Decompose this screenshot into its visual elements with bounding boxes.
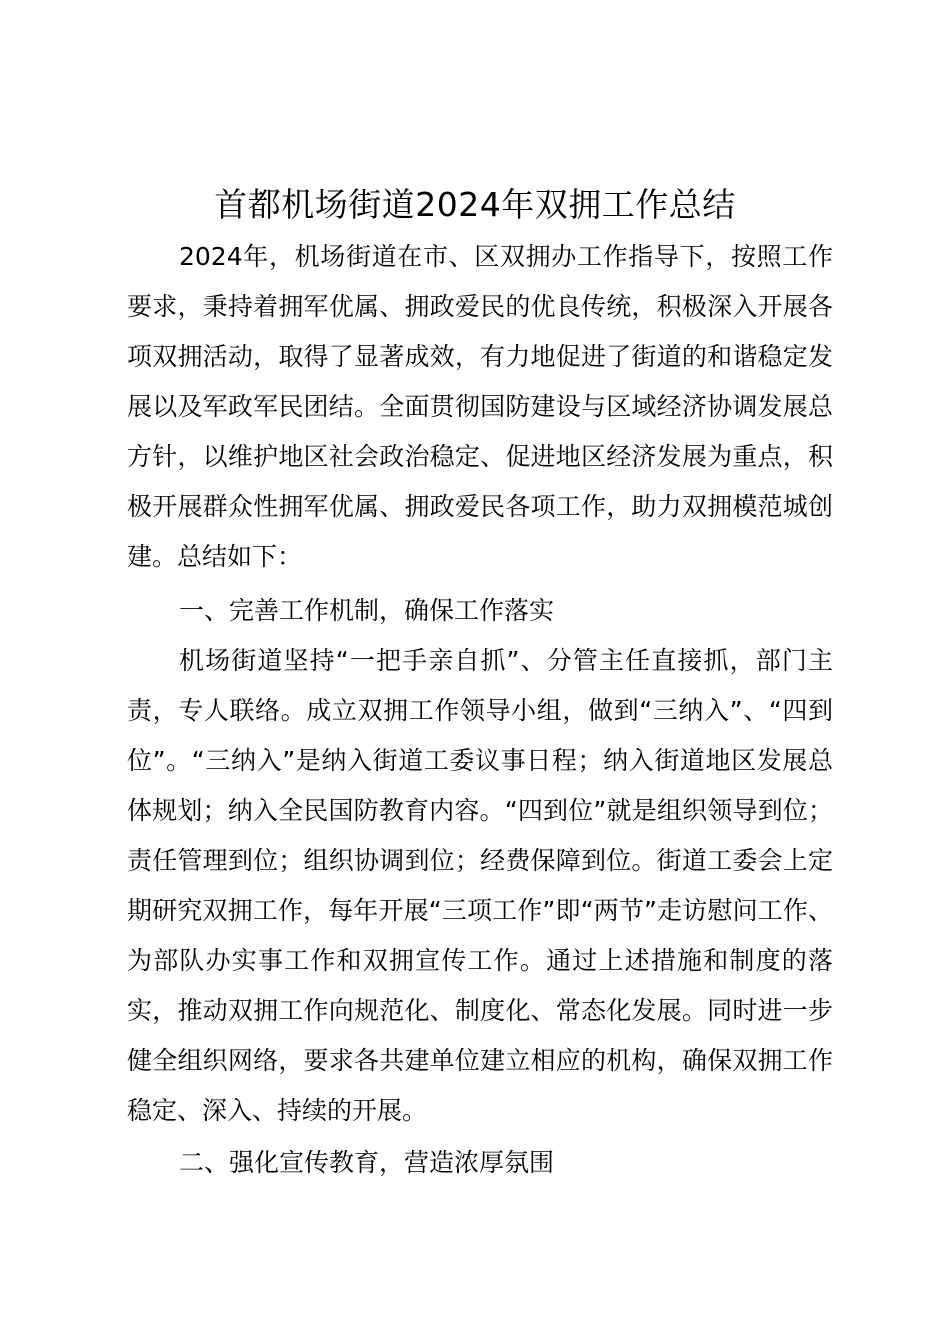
section-heading-1: 一、完善工作机制，确保工作落实 [179, 596, 555, 625]
intro-paragraph: 2024年，机场街道在市、区双拥办工作指导下，按照工作要求，秉持着拥军优属、拥政爱民的优良传统，积极深入开展各项双拥活动，取得了显著成效，有力地促进了街道的和谐稳定发展以及军政军民团结。全面贯彻国防建设与区域经济协调发展总方针，以维护地区社会政治稳定、促进地区经济发展为重点，积极开展群众性拥军优属、拥政爱民各项工作，助力双拥模范城创建。总结如下： [127, 242, 833, 571]
document-title: 首都机场街道2024年双拥工作总结 [214, 185, 736, 224]
section-heading-2: 二、强化宣传教育，营造浓厚氛围 [179, 1148, 555, 1177]
document-body [127, 232, 833, 1190]
section-paragraph-1: 机场街道坚持“一把手亲自抓”、分管主任直接抓，部门主责，专人联络。成立双拥工作领导小组，做到“三纳入”、“四到位”。“三纳入”是纳入街道工委议事日程；纳入街道地区发展总体规划；纳入全民国防教育内容。“四到位”就是组织领导到位；责任管理到位；组织协调到位；经费保障到位。街道工委会上定期研究双拥工作，每年开展“三项工作”即“两节”走访慰问工作、为部队办实事工作和双拥宣传工作。通过上述措施和制度的落实，推动双拥工作向规范化、制度化、常态化发展。同时进一步健全组织网络，要求各共建单位建立相应的机构，确保双拥工作稳定、深入、持续的开展。 [127, 646, 833, 1125]
